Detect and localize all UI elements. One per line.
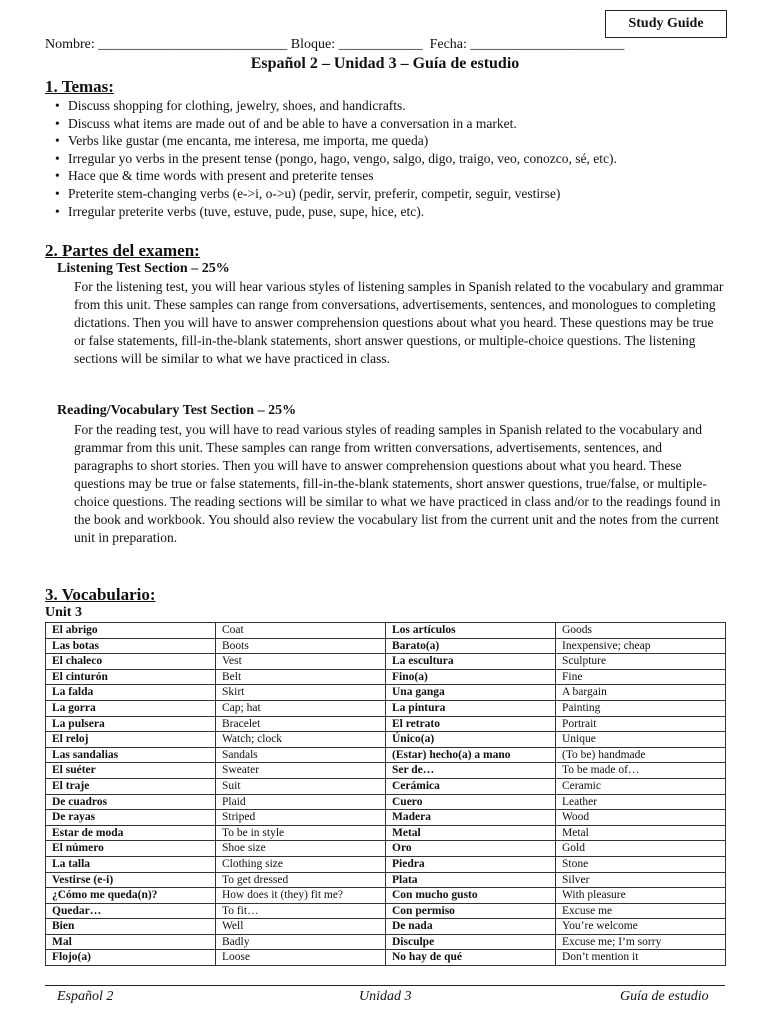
spanish-term-cell: Piedra bbox=[386, 856, 556, 872]
table-row bbox=[46, 950, 726, 966]
footer-doc-type: Guía de estudio bbox=[620, 989, 709, 1004]
english-meaning-cell: Excuse me bbox=[556, 903, 726, 919]
table-row bbox=[46, 654, 726, 670]
english-meaning-cell: Goods bbox=[556, 623, 726, 639]
spanish-term-cell: (Estar) hecho(a) a mano bbox=[386, 747, 556, 763]
english-meaning-cell: Portrait bbox=[556, 716, 726, 732]
table-row bbox=[46, 716, 726, 732]
spanish-term-cell: Estar de moda bbox=[46, 825, 216, 841]
english-meaning-cell: Painting bbox=[556, 700, 726, 716]
footer-course: Español 2 bbox=[57, 989, 114, 1004]
table-row bbox=[46, 763, 726, 779]
spanish-term-cell: El abrigo bbox=[46, 623, 216, 639]
english-meaning-cell: Suit bbox=[216, 778, 386, 794]
english-meaning-cell: Sculpture bbox=[556, 654, 726, 670]
english-meaning-cell: How does it (they) fit me? bbox=[216, 888, 386, 904]
unit-label: Unit 3 bbox=[45, 605, 82, 620]
spanish-term-cell: Madera bbox=[386, 810, 556, 826]
spanish-term-cell: Cuero bbox=[386, 794, 556, 810]
english-meaning-cell: Silver bbox=[556, 872, 726, 888]
table-row bbox=[46, 700, 726, 716]
spanish-term-cell: Una ganga bbox=[386, 685, 556, 701]
english-meaning-cell: Stone bbox=[556, 856, 726, 872]
spanish-term-cell: Con mucho gusto bbox=[386, 888, 556, 904]
english-meaning-cell: Plaid bbox=[216, 794, 386, 810]
table-row bbox=[46, 669, 726, 685]
spanish-term-cell: Ser de… bbox=[386, 763, 556, 779]
english-meaning-cell: To fit… bbox=[216, 903, 386, 919]
spanish-term-cell: Flojo(a) bbox=[46, 950, 216, 966]
reading-section-text: For the reading test, you will have to read various styles of reading samples in Spanish related to the vocabulary and grammar from this unit. These samples can range from written conversations, advertisements, sentences, and paragraphs to short stories. Then you will have to answer comprehension questions about what you heard. These questions may be true or false statements, fill-in-the-blank statements, short answer questions, true/false, or multiple-choice questions. The reading sections will be similar to what we have practiced in class and/or to the readings found in the book and workbook. You should also review the vocabulary list from the current unit and the notes from the current unit in preparation. bbox=[74, 422, 721, 545]
spanish-term-cell: No hay de qué bbox=[386, 950, 556, 966]
table-row bbox=[46, 872, 726, 888]
english-meaning-cell: A bargain bbox=[556, 685, 726, 701]
spanish-term-cell: El cinturón bbox=[46, 669, 216, 685]
spanish-term-cell: Las botas bbox=[46, 638, 216, 654]
english-meaning-cell: With pleasure bbox=[556, 888, 726, 904]
list-item: • Irregular yo verbs in the present tense (pongo, hago, vengo, salgo, digo, traigo, veo, conozco, sé, etc). bbox=[55, 150, 617, 168]
table-row bbox=[46, 685, 726, 701]
spanish-term-cell: Las sandalias bbox=[46, 747, 216, 763]
spanish-term-cell: La escultura bbox=[386, 654, 556, 670]
english-meaning-cell: Ceramic bbox=[556, 778, 726, 794]
exam-parts-heading: 2. Partes del examen: bbox=[45, 241, 200, 260]
english-meaning-cell: Clothing size bbox=[216, 856, 386, 872]
english-meaning-cell: Wood bbox=[556, 810, 726, 826]
topics-list bbox=[55, 97, 617, 220]
english-meaning-cell: Excuse me; I’m sorry bbox=[556, 934, 726, 950]
english-meaning-cell: To be in style bbox=[216, 825, 386, 841]
english-meaning-cell: Vest bbox=[216, 654, 386, 670]
listening-section-heading: Listening Test Section – 25% bbox=[57, 261, 230, 276]
english-meaning-cell: To be made of… bbox=[556, 763, 726, 779]
vocabulary-heading: 3. Vocabulario: bbox=[45, 585, 156, 604]
spanish-term-cell: El número bbox=[46, 841, 216, 857]
list-item: • Verbs like gustar (me encanta, me interesa, me importa, me queda) bbox=[55, 132, 617, 150]
table-row bbox=[46, 856, 726, 872]
footer-divider bbox=[45, 985, 725, 986]
spanish-term-cell: La falda bbox=[46, 685, 216, 701]
topics-heading: 1. Temas: bbox=[45, 77, 114, 96]
english-meaning-cell: Well bbox=[216, 919, 386, 935]
spanish-term-cell: El suéter bbox=[46, 763, 216, 779]
study-guide-badge: Study Guide bbox=[605, 10, 727, 38]
document-title: Español 2 – Unidad 3 – Guía de estudio bbox=[250, 55, 520, 72]
spanish-term-cell: La gorra bbox=[46, 700, 216, 716]
spanish-term-cell: Bien bbox=[46, 919, 216, 935]
table-row bbox=[46, 841, 726, 857]
english-meaning-cell: Metal bbox=[556, 825, 726, 841]
table-row bbox=[46, 747, 726, 763]
spanish-term-cell: Cerámica bbox=[386, 778, 556, 794]
listening-section-text: For the listening test, you will hear various styles of listening samples in Spanish related to the vocabulary and grammar from this unit. These samples can range from conversations, advertisements, sentences, and monologues to completing dictations. Then you will have to answer comprehension questions about what you heard. These questions may be true or false statements, fill-in-the-blank statements, short answer questions, or multiple-choice questions. The listening sections will be similar to what we have practiced in class. bbox=[74, 279, 724, 366]
spanish-term-cell: De cuadros bbox=[46, 794, 216, 810]
spanish-term-cell: El traje bbox=[46, 778, 216, 794]
spanish-term-cell: Vestirse (e-i) bbox=[46, 872, 216, 888]
spanish-term-cell: ¿Cómo me queda(n)? bbox=[46, 888, 216, 904]
table-row bbox=[46, 903, 726, 919]
list-item: • Discuss what items are made out of and be able to have a conversation in a market. bbox=[55, 115, 617, 133]
english-meaning-cell: Bracelet bbox=[216, 716, 386, 732]
english-meaning-cell: Sweater bbox=[216, 763, 386, 779]
spanish-term-cell: Mal bbox=[46, 934, 216, 950]
vocabulary-table bbox=[45, 622, 726, 966]
english-meaning-cell: Fine bbox=[556, 669, 726, 685]
list-item: • Preterite stem-changing verbs (e->i, o->u) (pedir, servir, preferir, competir, seguir, vestirse) bbox=[55, 185, 617, 203]
spanish-term-cell: El retrato bbox=[386, 716, 556, 732]
english-meaning-cell: Coat bbox=[216, 623, 386, 639]
spanish-term-cell: Único(a) bbox=[386, 732, 556, 748]
english-meaning-cell: Skirt bbox=[216, 685, 386, 701]
table-row bbox=[46, 888, 726, 904]
spanish-term-cell: El chaleco bbox=[46, 654, 216, 670]
english-meaning-cell: Badly bbox=[216, 934, 386, 950]
english-meaning-cell: Striped bbox=[216, 810, 386, 826]
list-item: • Irregular preterite verbs (tuve, estuve, pude, puse, supe, hice, etc). bbox=[55, 203, 617, 221]
table-row bbox=[46, 825, 726, 841]
list-item: • Hace que & time words with present and preterite tenses bbox=[55, 167, 617, 185]
english-meaning-cell: Unique bbox=[556, 732, 726, 748]
english-meaning-cell: Don’t mention it bbox=[556, 950, 726, 966]
english-meaning-cell: To get dressed bbox=[216, 872, 386, 888]
spanish-term-cell: De nada bbox=[386, 919, 556, 935]
table-row bbox=[46, 732, 726, 748]
spanish-term-cell: La talla bbox=[46, 856, 216, 872]
spanish-term-cell: Oro bbox=[386, 841, 556, 857]
english-meaning-cell: You’re welcome bbox=[556, 919, 726, 935]
english-meaning-cell: Inexpensive; cheap bbox=[556, 638, 726, 654]
table-row bbox=[46, 794, 726, 810]
spanish-term-cell: La pintura bbox=[386, 700, 556, 716]
reading-section-heading: Reading/Vocabulary Test Section – 25% bbox=[57, 403, 297, 418]
english-meaning-cell: Leather bbox=[556, 794, 726, 810]
spanish-term-cell: La pulsera bbox=[46, 716, 216, 732]
english-meaning-cell: Cap; hat bbox=[216, 700, 386, 716]
english-meaning-cell: Gold bbox=[556, 841, 726, 857]
spanish-term-cell: Fino(a) bbox=[386, 669, 556, 685]
table-row bbox=[46, 934, 726, 950]
english-meaning-cell: Watch; clock bbox=[216, 732, 386, 748]
footer-unit: Unidad 3 bbox=[359, 989, 412, 1004]
english-meaning-cell: Loose bbox=[216, 950, 386, 966]
spanish-term-cell: Metal bbox=[386, 825, 556, 841]
english-meaning-cell: Sandals bbox=[216, 747, 386, 763]
spanish-term-cell: Plata bbox=[386, 872, 556, 888]
table-row bbox=[46, 638, 726, 654]
english-meaning-cell: Shoe size bbox=[216, 841, 386, 857]
table-row bbox=[46, 919, 726, 935]
student-info-line: Nombre: ___________________________ Bloque: ____________ Fecha: ______________________ bbox=[45, 37, 625, 52]
list-item: • Discuss shopping for clothing, jewelry, shoes, and handicrafts. bbox=[55, 97, 617, 115]
spanish-term-cell: De rayas bbox=[46, 810, 216, 826]
spanish-term-cell: Disculpe bbox=[386, 934, 556, 950]
spanish-term-cell: El reloj bbox=[46, 732, 216, 748]
english-meaning-cell: (To be) handmade bbox=[556, 747, 726, 763]
english-meaning-cell: Belt bbox=[216, 669, 386, 685]
spanish-term-cell: Los artículos bbox=[386, 623, 556, 639]
table-row bbox=[46, 810, 726, 826]
spanish-term-cell: Quedar… bbox=[46, 903, 216, 919]
table-row bbox=[46, 778, 726, 794]
english-meaning-cell: Boots bbox=[216, 638, 386, 654]
spanish-term-cell: Con permiso bbox=[386, 903, 556, 919]
table-row bbox=[46, 623, 726, 639]
spanish-term-cell: Barato(a) bbox=[386, 638, 556, 654]
